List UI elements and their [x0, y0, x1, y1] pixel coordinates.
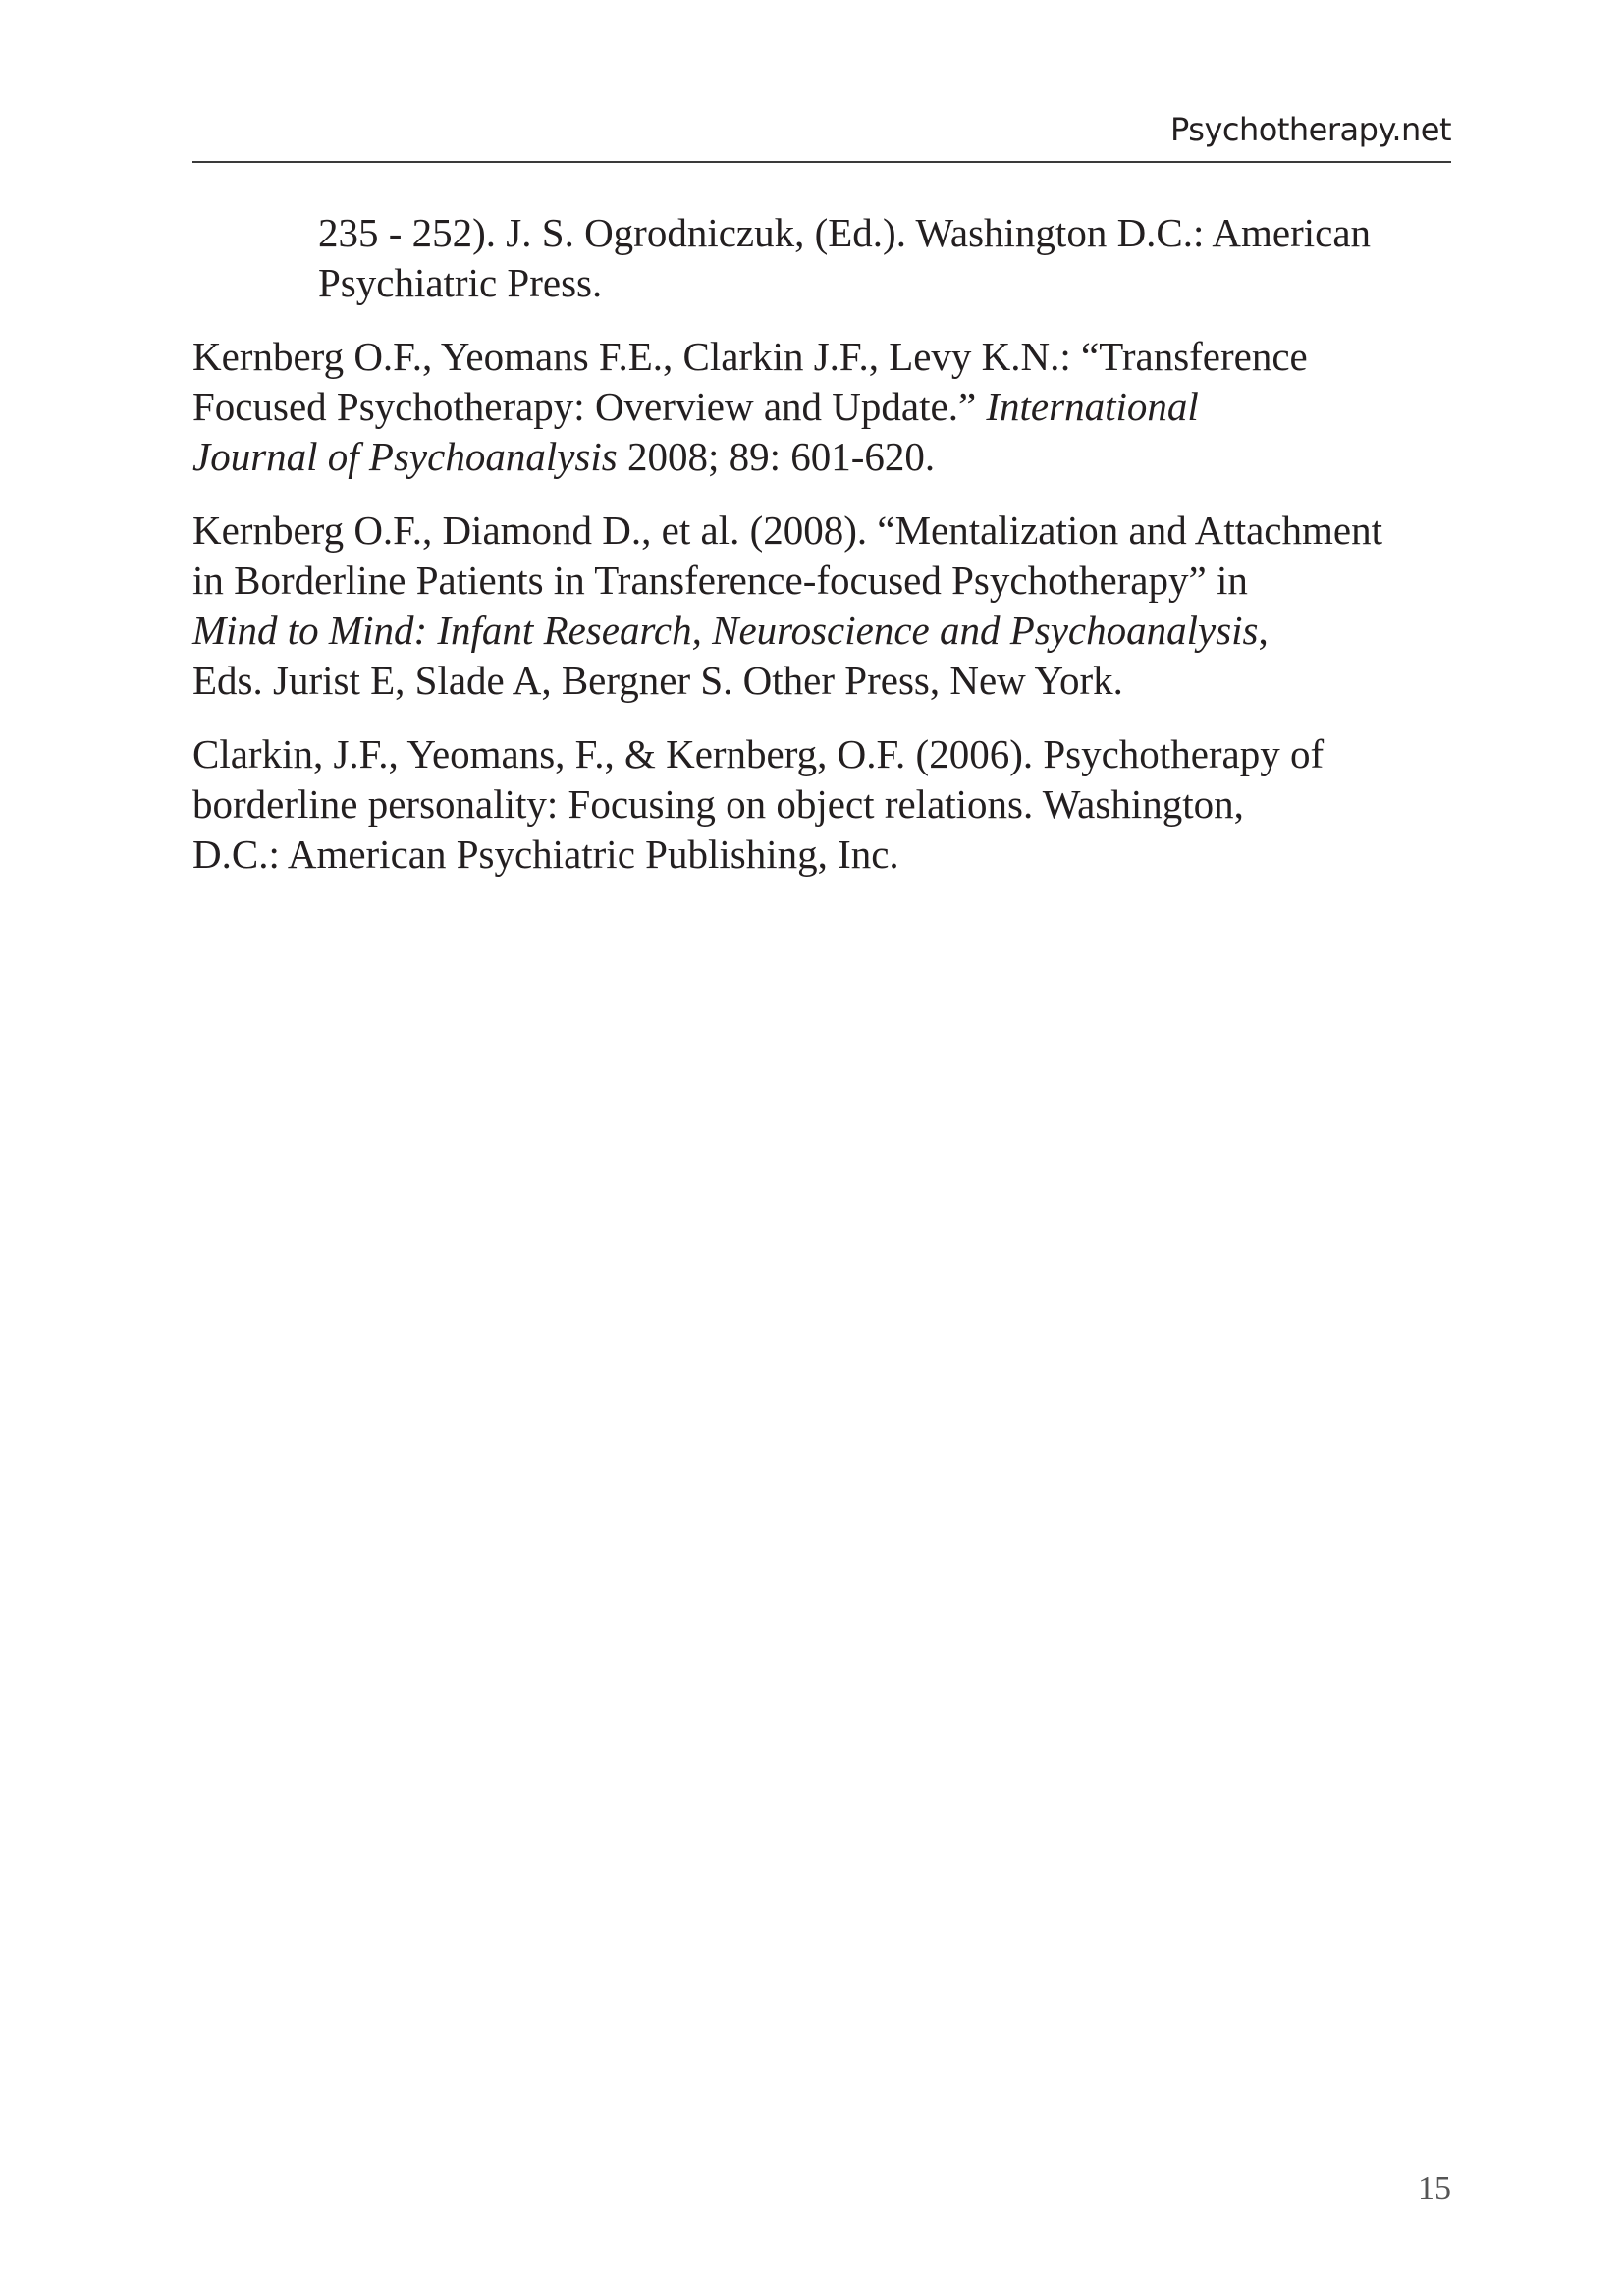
reference-entry — [192, 729, 1451, 880]
book-title: Mind to Mind: Infant Research, Neuroscience and Psychoanalysis — [192, 608, 1259, 653]
page-number: 15 — [1418, 2170, 1451, 2207]
reference-list — [192, 208, 1451, 903]
reference-line: Mind to Mind: Infant Research, Neuroscience and Psychoanalysis, — [192, 608, 1269, 653]
reference-line: Kernberg O.F., Yeomans F.E., Clarkin J.F., Levy K.N.: “Transference — [192, 334, 1308, 379]
reference-line: Journal of Psychoanalysis 2008; 89: 601-620. — [192, 434, 936, 479]
journal-title: Journal of Psychoanalysis — [192, 434, 618, 479]
reference-line: D.C.: American Psychiatric Publishing, Inc. — [192, 831, 899, 877]
reference-line: in Borderline Patients in Transference-focused Psychotherapy” in — [192, 558, 1248, 603]
journal-title: International — [986, 384, 1199, 429]
reference-entry — [192, 506, 1451, 706]
reference-line: Kernberg O.F., Diamond D., et al. (2008). “Mentalization and Attachment — [192, 507, 1382, 553]
reference-line: Focused Psychotherapy: Overview and Update.” International — [192, 384, 1199, 429]
running-header — [192, 106, 1451, 163]
reference-line: Eds. Jurist E, Slade A, Bergner S. Other Press, New York. — [192, 658, 1123, 703]
reference-line: Psychiatric Press. — [318, 260, 603, 305]
reference-line: Clarkin, J.F., Yeomans, F., & Kernberg, O.F. (2006). Psychotherapy of — [192, 731, 1325, 776]
reference-entry — [192, 208, 1451, 308]
header-site-name: Psychotherapy.net — [1170, 111, 1451, 148]
reference-entry — [192, 332, 1451, 482]
reference-line: borderline personality: Focusing on object relations. Washington, — [192, 781, 1244, 827]
reference-line: 235 - 252). J. S. Ogrodniczuk, (Ed.). Washington D.C.: American — [318, 210, 1372, 255]
